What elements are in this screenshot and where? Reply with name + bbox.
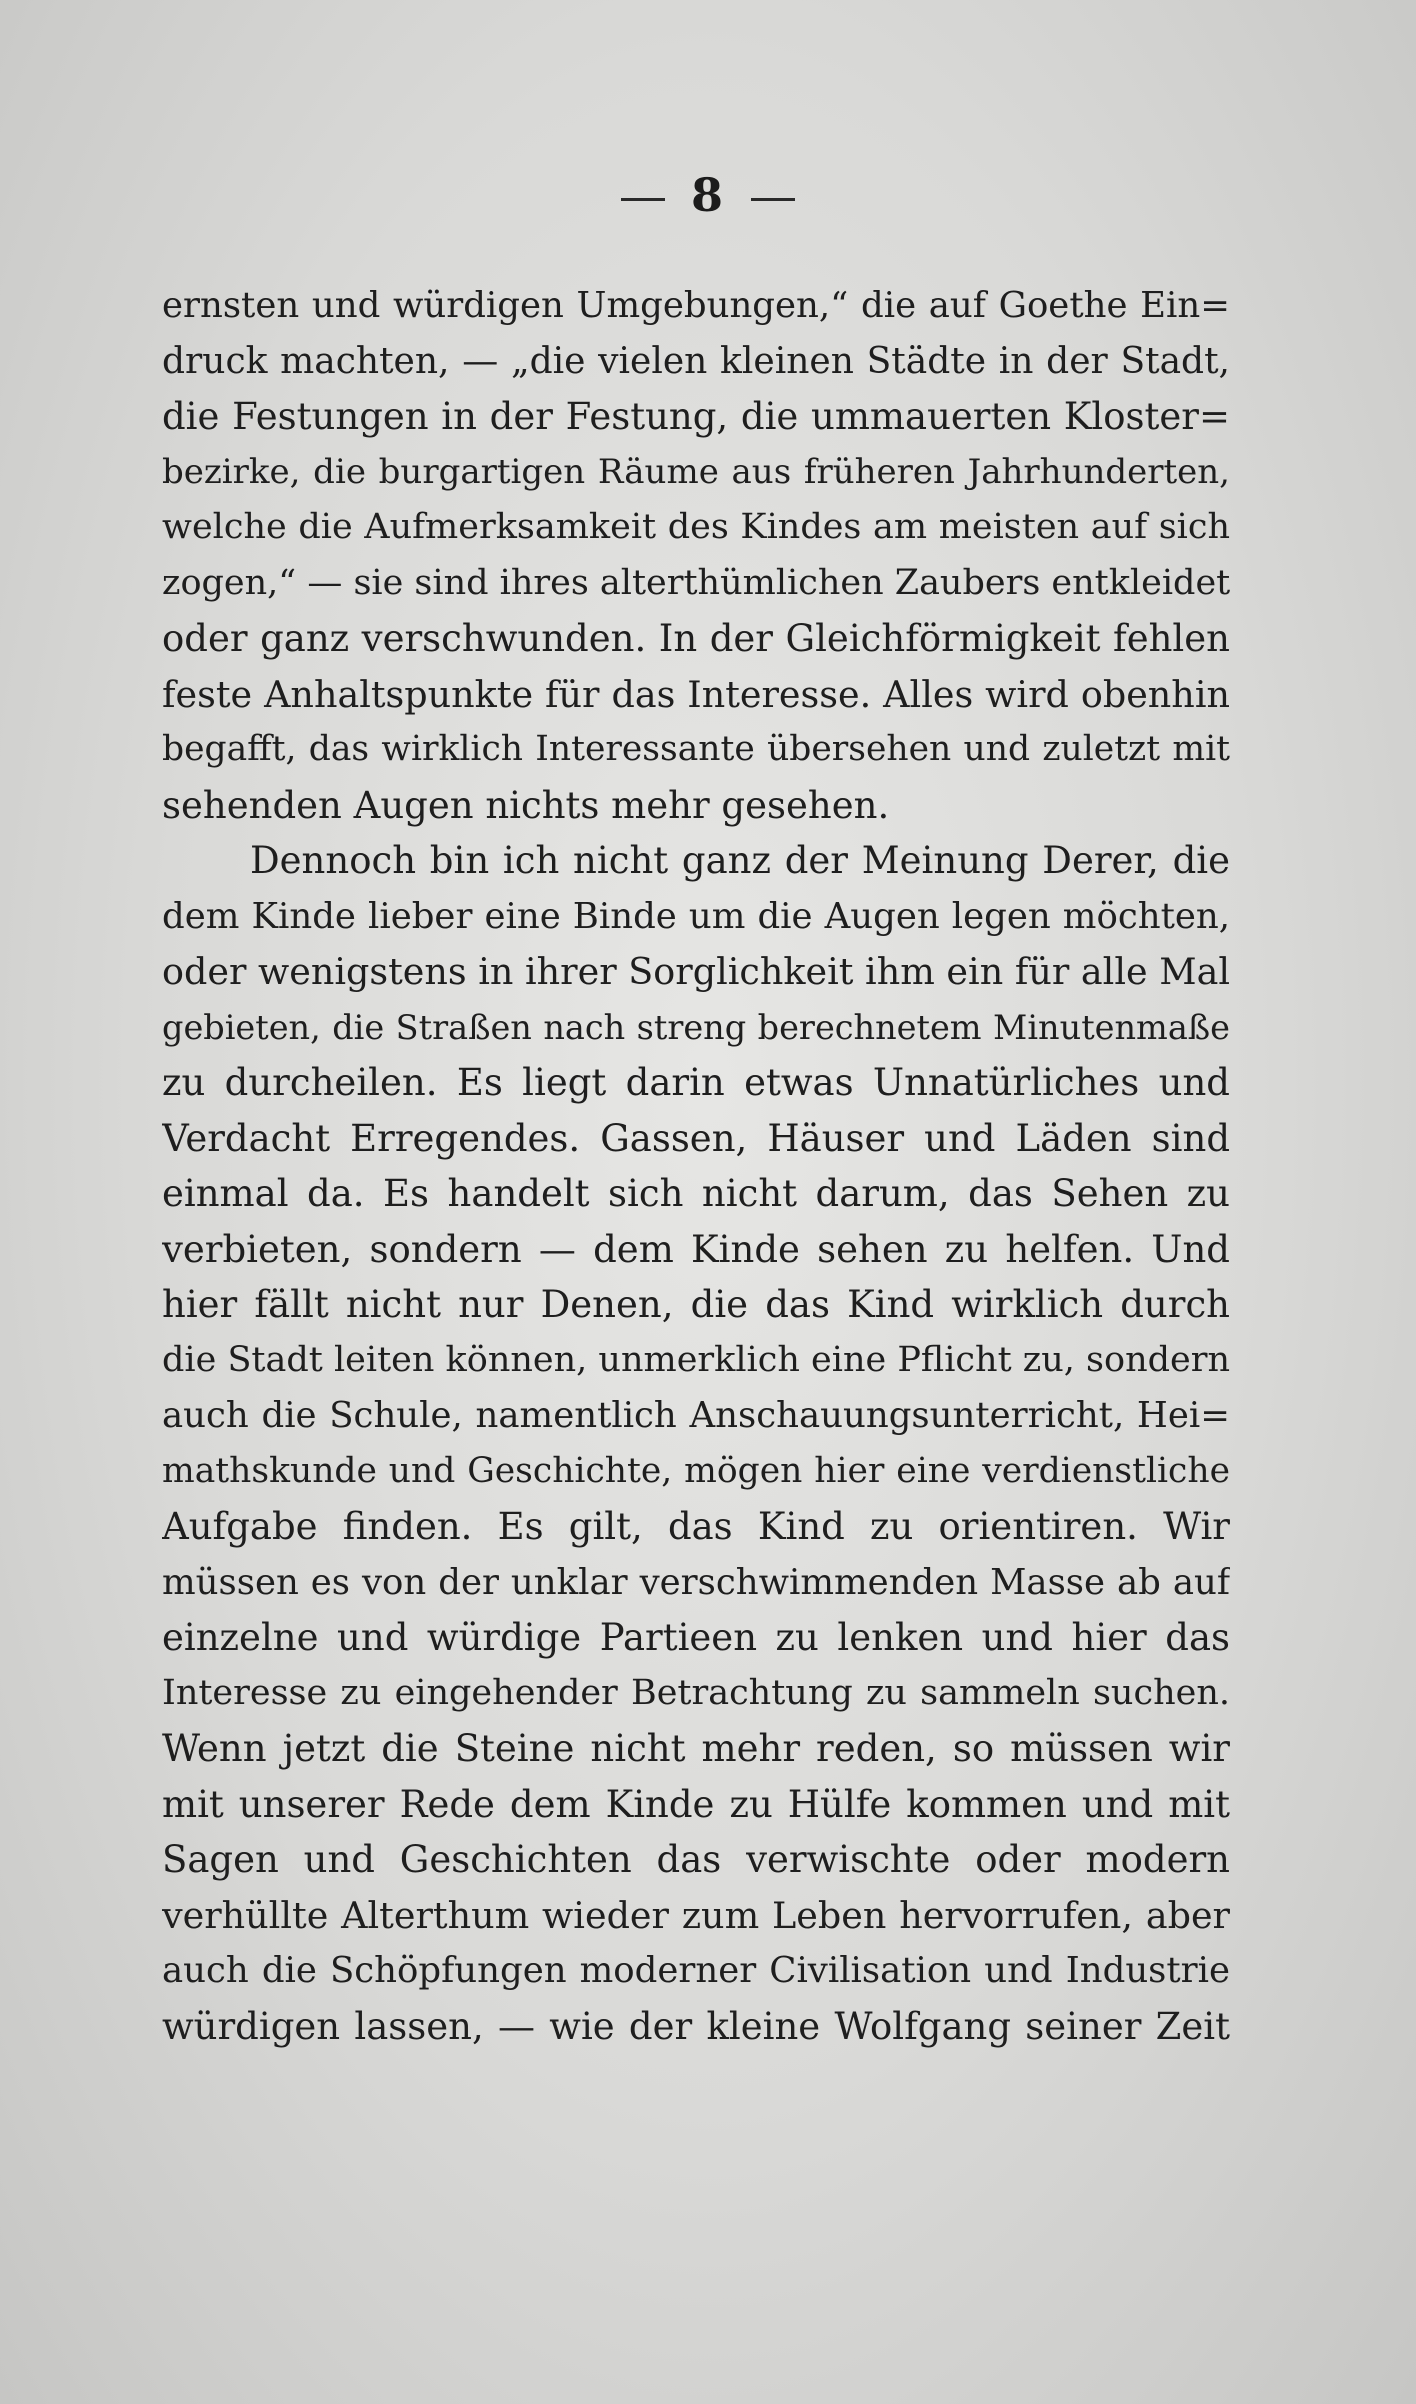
text-line: bezirke, die burgartigen Räume aus früheren Jahrhunderten, bbox=[162, 451, 1230, 492]
paragraph-end-line: sehenden Augen nichts mehr gesehen. bbox=[162, 783, 890, 827]
text-line: zu durcheilen. Es liegt darin etwas Unnatürliches und bbox=[162, 1061, 1230, 1104]
text-line: mit unserer Rede dem Kinde zu Hülfe kommen und mit bbox=[162, 1782, 1230, 1826]
text-line: Wenn jetzt die Steine nicht mehr reden, so müssen wir bbox=[162, 1727, 1230, 1770]
text-line: würdigen lassen, — wie der kleine Wolfgang seiner Zeit bbox=[162, 2004, 1230, 2048]
text-line: feste Anhaltspunkte für das Interesse. Alles wird obenhin bbox=[162, 672, 1230, 716]
text-line: einmal da. Es handelt sich nicht darum, das Sehen zu bbox=[162, 1172, 1230, 1215]
paragraph-start-line: Dennoch bin ich nicht ganz der Meinung Derer, die bbox=[250, 839, 1230, 882]
page-number-header bbox=[0, 168, 1416, 222]
text-line: oder wenigstens in ihrer Sorglichkeit ihm ein für alle Mal bbox=[162, 950, 1230, 993]
text-line: zogen,“ — sie sind ihres alterthümlichen Zaubers entkleidet bbox=[162, 562, 1230, 603]
text-line: verhüllte Alterthum wieder zum Leben hervorrufen, aber bbox=[162, 1893, 1230, 1937]
page-number: 8 bbox=[690, 168, 725, 222]
text-line: hier fällt nicht nur Denen, die das Kind wirklich durch bbox=[162, 1283, 1230, 1326]
text-line: Interesse zu eingehender Betrachtung zu sammeln suchen. bbox=[162, 1672, 1230, 1713]
text-line: Sagen und Geschichten das verwischte oder modern bbox=[162, 1838, 1230, 1881]
text-line: gebieten, die Straßen nach streng berechnetem Minutenmaße bbox=[162, 1007, 1230, 1047]
text-line: auch die Schule, namentlich Anschauungsunterricht, Hei= bbox=[162, 1395, 1230, 1436]
text-line: Aufgabe finden. Es gilt, das Kind zu orientiren. Wir bbox=[162, 1505, 1230, 1548]
text-line: begafft, das wirklich Interessante übersehen und zuletzt mit bbox=[162, 729, 1230, 769]
text-line: druck machten, — „die vielen kleinen Städte in der Stadt, bbox=[162, 340, 1230, 382]
text-line: die Festungen in der Festung, die ummauerten Kloster= bbox=[162, 395, 1230, 438]
text-line: welche die Aufmerksamkeit des Kindes am meisten auf sich bbox=[162, 507, 1230, 547]
text-line: verbieten, sondern — dem Kinde sehen zu helfen. Und bbox=[162, 1227, 1230, 1271]
text-line: mathskunde und Geschichte, mögen hier eine verdienstliche bbox=[162, 1450, 1230, 1491]
text-line: ernsten und würdigen Umgebungen,“ die auf Goethe Ein= bbox=[162, 285, 1230, 326]
text-line: müssen es von der unklar verschwimmenden Masse ab auf bbox=[162, 1561, 1230, 1603]
page-number-dash-left bbox=[621, 198, 665, 201]
text-line: Verdacht Erregendes. Gassen, Häuser und Läden sind bbox=[162, 1116, 1230, 1160]
body-text bbox=[162, 278, 1230, 2054]
text-line: einzelne und würdige Partieen zu lenken und hier das bbox=[162, 1616, 1230, 1659]
text-line: dem Kinde lieber eine Binde um die Augen legen möchten, bbox=[162, 895, 1230, 937]
text-line: die Stadt leiten können, unmerklich eine Pflicht zu, sondern bbox=[162, 1339, 1230, 1380]
text-line: auch die Schöpfungen moderner Civilisation und Industrie bbox=[162, 1950, 1230, 1991]
text-line: oder ganz verschwunden. In der Gleichförmigkeit fehlen bbox=[162, 617, 1230, 660]
page-number-dash-right bbox=[751, 198, 795, 201]
